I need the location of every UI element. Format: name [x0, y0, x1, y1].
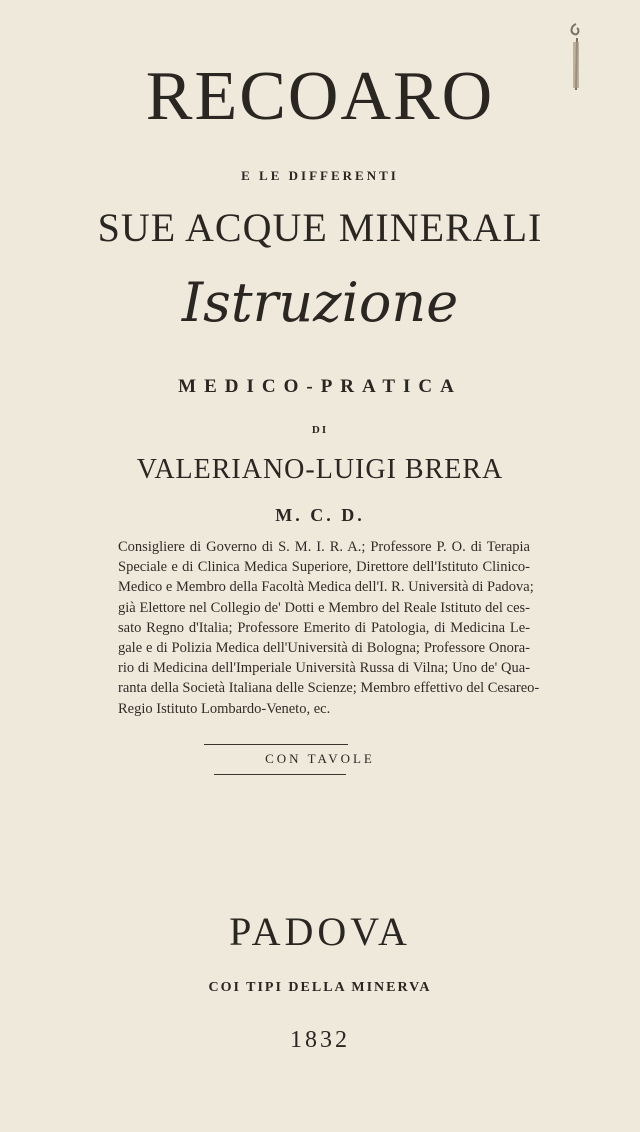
subtitle-small: E LE DIFFERENTI — [241, 168, 399, 183]
credentials-line: Medico e Membro della Facoltà Medica dell'I. R. Università di Padova; — [118, 579, 534, 596]
imprint-city: PADOVA — [229, 909, 411, 954]
credentials-line: Speciale e di Clinica Medica Superiore, Direttore dell'Istituto Clinico- — [118, 559, 530, 576]
credentials-line: già Elettore nel Collegio de' Dotti e Membro del Reale Istituto del ces- — [118, 599, 530, 616]
credentials-line: sato Regno d'Italia; Professore Emerito di Patologia, di Medicina Le- — [118, 619, 530, 636]
plates-note: CON TAVOLE — [265, 751, 375, 766]
divider-top — [204, 744, 348, 745]
by-label: DI — [311, 424, 329, 436]
book-title: RECOARO — [145, 58, 495, 135]
author-degree: M. C. D. — [275, 505, 365, 525]
divider-bottom — [214, 774, 346, 775]
credentials-line: gale e di Polizia Medica dell'Università di Bologna; Professore Onora- — [118, 640, 530, 657]
author-credentials — [118, 537, 540, 719]
credentials-line: Consigliere di Governo di S. M. I. R. A.; Professore P. O. di Terapia — [118, 539, 530, 555]
credentials-line: ranta della Società Italiana delle Scienze; Membro effettivo del Cesareo- — [118, 680, 540, 697]
credentials-line: Regio Istituto Lombardo-Veneto, ec. — [118, 700, 331, 717]
subtitle-spaced: MEDICO-PRATICA — [178, 376, 462, 397]
script-title: Istruzione — [181, 271, 459, 334]
imprint-printer: COI TIPI DELLA MINERVA — [208, 980, 432, 995]
subtitle-large: SUE ACQUE MINERALI — [97, 205, 543, 250]
imprint-year: 1832 — [290, 1027, 350, 1053]
author-name: VALERIANO-LUIGI BRERA — [136, 454, 504, 485]
credentials-line: rio di Medicina dell'Imperiale Università Russa di Vilna; Uno de' Qua- — [118, 660, 530, 677]
